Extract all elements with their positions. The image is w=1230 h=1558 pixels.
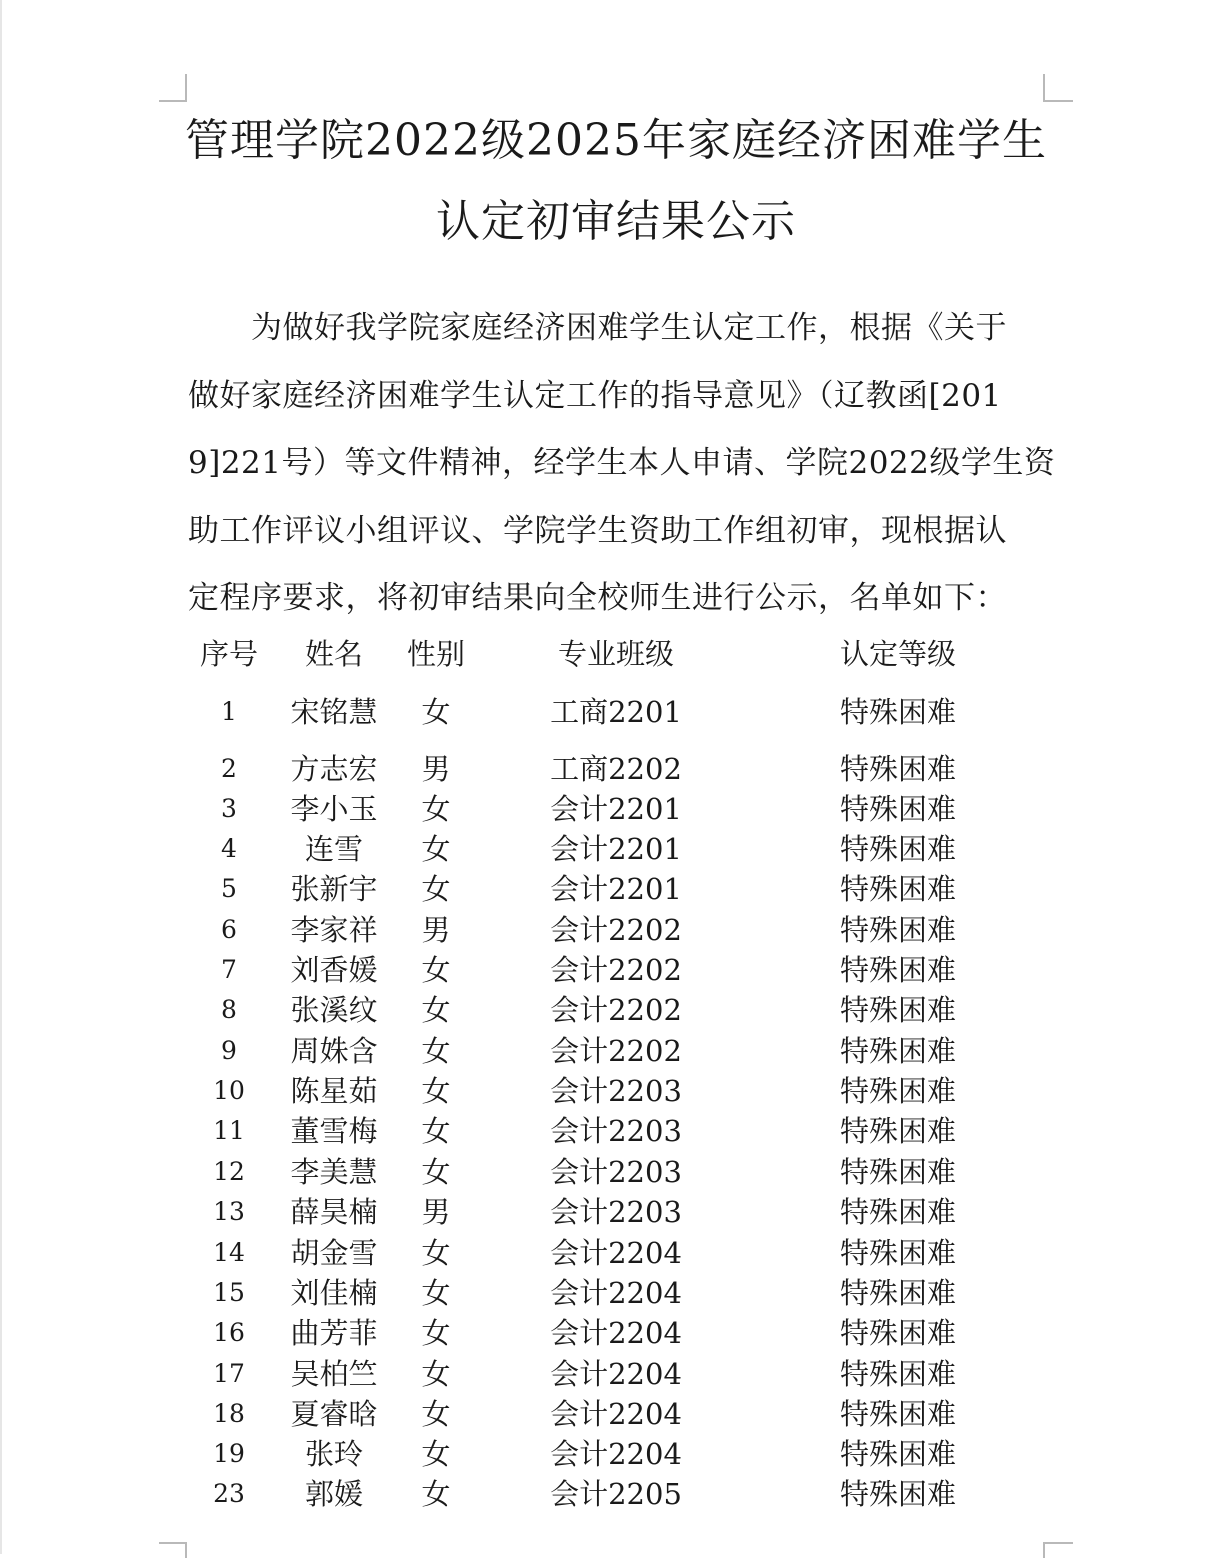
cell-class: 会计2201: [550, 832, 682, 866]
cell-sex: 女: [421, 792, 451, 826]
cell-sex: 女: [421, 1437, 451, 1471]
paragraph-line: 9]221号）等文件精神，经学生本人申请、学院2022级学生资: [188, 445, 1056, 481]
crop-mark-bottom-left: [159, 1542, 187, 1558]
document-title-line-1: 管理学院2022级2025年家庭经济困难学生: [185, 115, 1047, 166]
cell-no: 16: [213, 1318, 245, 1347]
cell-level: 特殊困难: [839, 792, 956, 826]
document-title-line-2: 认定初审结果公示: [436, 196, 796, 247]
cell-class: 会计2201: [550, 872, 682, 906]
cell-level: 特殊困难: [839, 752, 956, 786]
cell-name: 张新宇: [290, 872, 378, 906]
cell-level: 特殊困难: [839, 1074, 956, 1108]
paragraph-line: 助工作评议小组评议、学院学生资助工作组初审，现根据认: [188, 513, 1007, 549]
cell-level: 特殊困难: [839, 1155, 956, 1189]
cell-class: 会计2204: [550, 1397, 682, 1431]
cell-name: 连雪: [304, 832, 363, 866]
cell-no: 1: [221, 697, 237, 726]
cell-name: 刘香媛: [290, 953, 378, 987]
cell-name: 夏睿晗: [290, 1397, 378, 1431]
cell-class: 会计2203: [550, 1074, 682, 1108]
cell-level: 特殊困难: [839, 1477, 956, 1511]
cell-class: 会计2204: [550, 1276, 682, 1310]
cell-sex: 男: [421, 1195, 451, 1229]
cell-name: 薛昊楠: [290, 1195, 378, 1229]
cell-no: 11: [213, 1116, 245, 1145]
cell-level: 特殊困难: [839, 695, 956, 729]
cell-no: 13: [213, 1197, 245, 1226]
cell-name: 周姝含: [290, 1034, 378, 1068]
cell-level: 特殊困难: [839, 1034, 956, 1068]
cell-level: 特殊困难: [839, 1236, 956, 1270]
cell-no: 6: [221, 915, 237, 944]
cell-name: 宋铭慧: [290, 695, 378, 729]
cell-no: 15: [213, 1278, 245, 1307]
cell-class: 会计2202: [550, 913, 682, 947]
cell-sex: 女: [421, 1114, 451, 1148]
cell-level: 特殊困难: [839, 872, 956, 906]
cell-name: 李小玉: [290, 792, 378, 826]
cell-name: 胡金雪: [290, 1236, 378, 1270]
cell-sex: 女: [421, 1034, 451, 1068]
cell-class: 会计2204: [550, 1316, 682, 1350]
cell-name: 张玲: [304, 1437, 363, 1471]
header-name: 姓名: [304, 637, 363, 671]
cell-level: 特殊困难: [839, 1276, 956, 1310]
cell-no: 10: [213, 1076, 245, 1105]
cell-name: 董雪梅: [290, 1114, 378, 1148]
cell-name: 吴柏竺: [290, 1357, 378, 1391]
cell-level: 特殊困难: [839, 1437, 956, 1471]
cell-name: 张溪纹: [290, 993, 378, 1027]
cell-level: 特殊困难: [839, 913, 956, 947]
cell-no: 12: [213, 1157, 245, 1186]
cell-class: 会计2202: [550, 953, 682, 987]
cell-sex: 男: [421, 752, 451, 786]
cell-sex: 女: [421, 993, 451, 1027]
cell-class: 会计2203: [550, 1195, 682, 1229]
cell-sex: 女: [421, 1074, 451, 1108]
crop-mark-top-right: [1043, 74, 1073, 102]
cell-no: 4: [221, 834, 237, 863]
cell-sex: 女: [421, 953, 451, 987]
cell-sex: 女: [421, 695, 451, 729]
crop-mark-top-left: [159, 74, 187, 102]
page-edge: [0, 0, 2, 1554]
cell-no: 14: [213, 1238, 245, 1267]
cell-class: 会计2204: [550, 1236, 682, 1270]
cell-no: 19: [213, 1439, 245, 1468]
paragraph-line: 为做好我学院家庭经济困难学生认定工作，根据《关于: [188, 310, 1007, 346]
cell-sex: 男: [421, 913, 451, 947]
header-class: 专业班级: [557, 637, 674, 671]
cell-class: 会计2204: [550, 1437, 682, 1471]
cell-class: 会计2204: [550, 1357, 682, 1391]
cell-level: 特殊困难: [839, 1397, 956, 1431]
cell-sex: 女: [421, 832, 451, 866]
cell-class: 会计2202: [550, 1034, 682, 1068]
cell-name: 李家祥: [290, 913, 378, 947]
cell-name: 方志宏: [290, 752, 378, 786]
cell-level: 特殊困难: [839, 993, 956, 1027]
cell-no: 5: [221, 874, 237, 903]
header-no: 序号: [199, 637, 258, 671]
cell-name: 郭媛: [304, 1477, 363, 1511]
cell-class: 会计2202: [550, 993, 682, 1027]
cell-level: 特殊困难: [839, 1114, 956, 1148]
cell-level: 特殊困难: [839, 1316, 956, 1350]
paragraph-line: 定程序要求，将初审结果向全校师生进行公示，名单如下：: [188, 580, 1007, 616]
cell-sex: 女: [421, 1357, 451, 1391]
cell-no: 17: [213, 1359, 245, 1388]
cell-no: 18: [213, 1399, 245, 1428]
cell-class: 会计2203: [550, 1114, 682, 1148]
cell-name: 陈星茹: [290, 1074, 378, 1108]
cell-no: 3: [221, 794, 237, 823]
crop-mark-bottom-right: [1043, 1542, 1073, 1558]
header-sex: 性别: [406, 637, 465, 671]
cell-sex: 女: [421, 1316, 451, 1350]
cell-level: 特殊困难: [839, 1357, 956, 1391]
cell-name: 刘佳楠: [290, 1276, 378, 1310]
cell-class: 会计2205: [550, 1477, 682, 1511]
cell-class: 会计2201: [550, 792, 682, 826]
cell-no: 9: [221, 1036, 237, 1065]
cell-no: 8: [221, 995, 237, 1024]
cell-sex: 女: [421, 1155, 451, 1189]
cell-no: 23: [213, 1479, 245, 1508]
paragraph-line: 做好家庭经济困难学生认定工作的指导意见》（辽教函[201: [188, 378, 1002, 414]
cell-no: 7: [221, 955, 237, 984]
cell-sex: 女: [421, 1477, 451, 1511]
cell-level: 特殊困难: [839, 832, 956, 866]
cell-level: 特殊困难: [839, 953, 956, 987]
cell-name: 李美慧: [290, 1155, 378, 1189]
cell-level: 特殊困难: [839, 1195, 956, 1229]
cell-sex: 女: [421, 1397, 451, 1431]
cell-sex: 女: [421, 1236, 451, 1270]
cell-sex: 女: [421, 1276, 451, 1310]
cell-class: 工商2202: [550, 752, 682, 786]
header-level: 认定等级: [839, 637, 956, 671]
cell-sex: 女: [421, 872, 451, 906]
cell-name: 曲芳菲: [290, 1316, 378, 1350]
cell-class: 工商2201: [550, 695, 682, 729]
cell-class: 会计2203: [550, 1155, 682, 1189]
cell-no: 2: [221, 754, 237, 783]
